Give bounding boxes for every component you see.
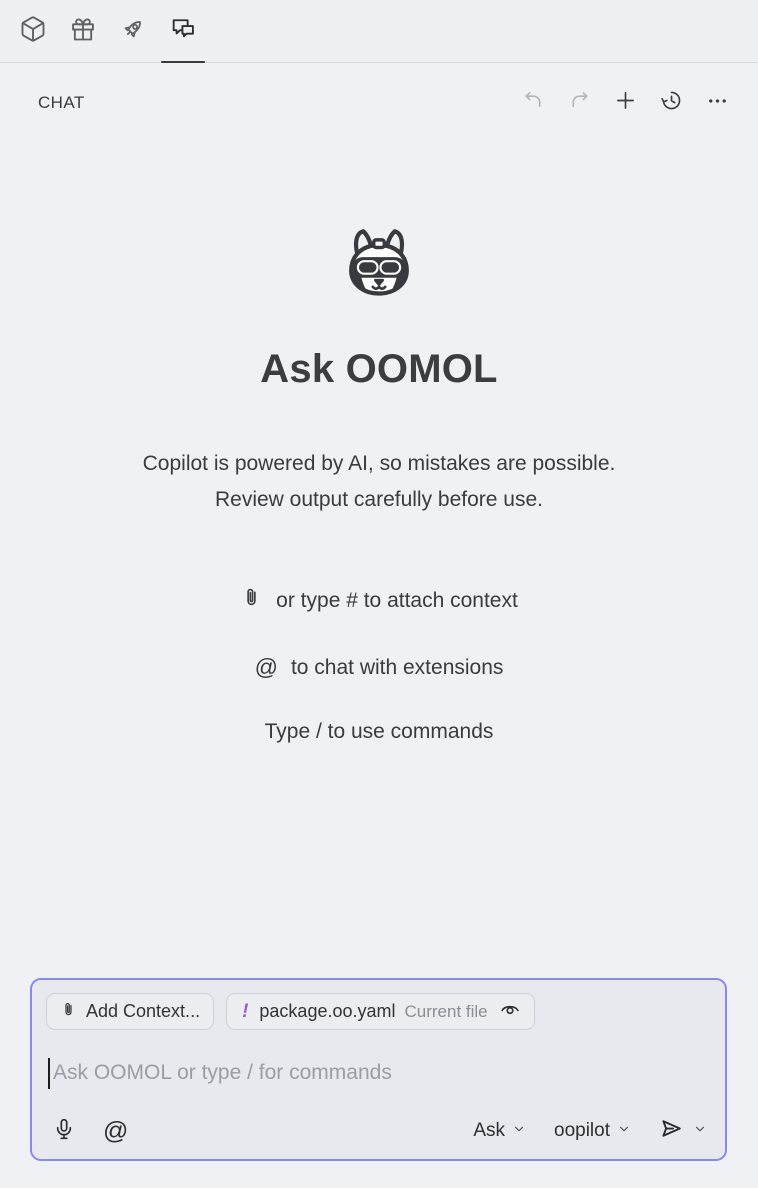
history-icon xyxy=(660,89,683,117)
empty-state xyxy=(0,143,758,744)
hint-text: to chat with extensions xyxy=(290,655,504,679)
usage-hints xyxy=(240,586,518,744)
tab-chat[interactable] xyxy=(158,0,208,62)
tab-launch[interactable] xyxy=(108,0,158,62)
package-icon xyxy=(19,15,47,48)
mode-selector-dropdown[interactable] xyxy=(473,1120,526,1142)
current-file-badge: Current file xyxy=(404,1001,488,1021)
disclaimer-line-1: Copilot is powered by AI, so mistakes are possible. xyxy=(142,452,616,475)
composer-left-tools xyxy=(52,1117,128,1146)
ai-disclaimer xyxy=(143,446,616,518)
composer-toolbar xyxy=(46,1116,711,1148)
history-button[interactable] xyxy=(656,88,686,118)
mode-label: Ask xyxy=(473,1120,505,1141)
send-button-group xyxy=(659,1116,707,1146)
chat-composer xyxy=(30,978,727,1161)
paperclip-icon xyxy=(240,586,263,615)
header-actions xyxy=(518,88,732,118)
panel-tab-strip xyxy=(0,0,758,63)
undo-icon xyxy=(522,89,545,117)
add-context-button[interactable] xyxy=(46,993,214,1030)
model-selector-dropdown[interactable] xyxy=(554,1120,631,1142)
hint-extensions xyxy=(255,654,504,681)
hint-commands xyxy=(265,720,494,744)
text-caret xyxy=(48,1058,50,1089)
attached-file-name: package.oo.yaml xyxy=(259,1001,396,1021)
chat-header xyxy=(0,63,758,143)
chevron-down-icon xyxy=(617,1120,631,1142)
send-options-button[interactable] xyxy=(693,1122,707,1141)
at-symbol-icon: @ xyxy=(103,1116,129,1145)
oomol-mascot-icon xyxy=(333,225,425,317)
hint-text: Type / to use commands xyxy=(264,720,494,743)
send-button[interactable] xyxy=(659,1116,684,1146)
chevron-down-icon xyxy=(512,1120,526,1142)
empty-state-title: Ask OOMOL xyxy=(260,347,498,391)
chat-icon xyxy=(169,15,197,48)
context-chips xyxy=(46,993,711,1030)
tab-packages[interactable] xyxy=(8,0,58,62)
add-context-label: Add Context... xyxy=(86,1001,201,1021)
tab-store[interactable] xyxy=(58,0,108,62)
toggle-visibility-button[interactable] xyxy=(499,998,521,1025)
undo-button[interactable] xyxy=(518,88,548,118)
more-actions-button[interactable] xyxy=(702,88,732,118)
attached-file-chip[interactable] xyxy=(226,993,535,1030)
chat-input[interactable] xyxy=(46,1058,711,1089)
plus-icon xyxy=(614,89,637,117)
page-title: CHAT xyxy=(38,93,85,112)
chat-input-placeholder: Ask OOMOL or type / for commands xyxy=(53,1061,392,1084)
disclaimer-line-2: Review output carefully before use. xyxy=(214,488,543,511)
eye-icon xyxy=(499,998,521,1025)
paperclip-icon xyxy=(60,1001,77,1023)
redo-icon xyxy=(568,89,591,117)
hint-text: or type # to attach context xyxy=(276,588,518,612)
new-chat-button[interactable] xyxy=(610,88,640,118)
composer-right-tools xyxy=(473,1116,707,1146)
at-symbol-icon: @ xyxy=(254,654,278,680)
mention-button[interactable] xyxy=(103,1117,128,1146)
microphone-icon xyxy=(52,1117,76,1146)
hint-attach-context xyxy=(240,586,518,615)
ellipsis-icon xyxy=(706,89,729,117)
model-label: oopilot xyxy=(554,1120,610,1141)
rocket-icon xyxy=(119,15,147,48)
dictation-button[interactable] xyxy=(52,1117,76,1146)
redo-button[interactable] xyxy=(564,88,594,118)
gift-icon xyxy=(69,15,97,48)
file-warning-icon: ! xyxy=(242,1000,249,1022)
